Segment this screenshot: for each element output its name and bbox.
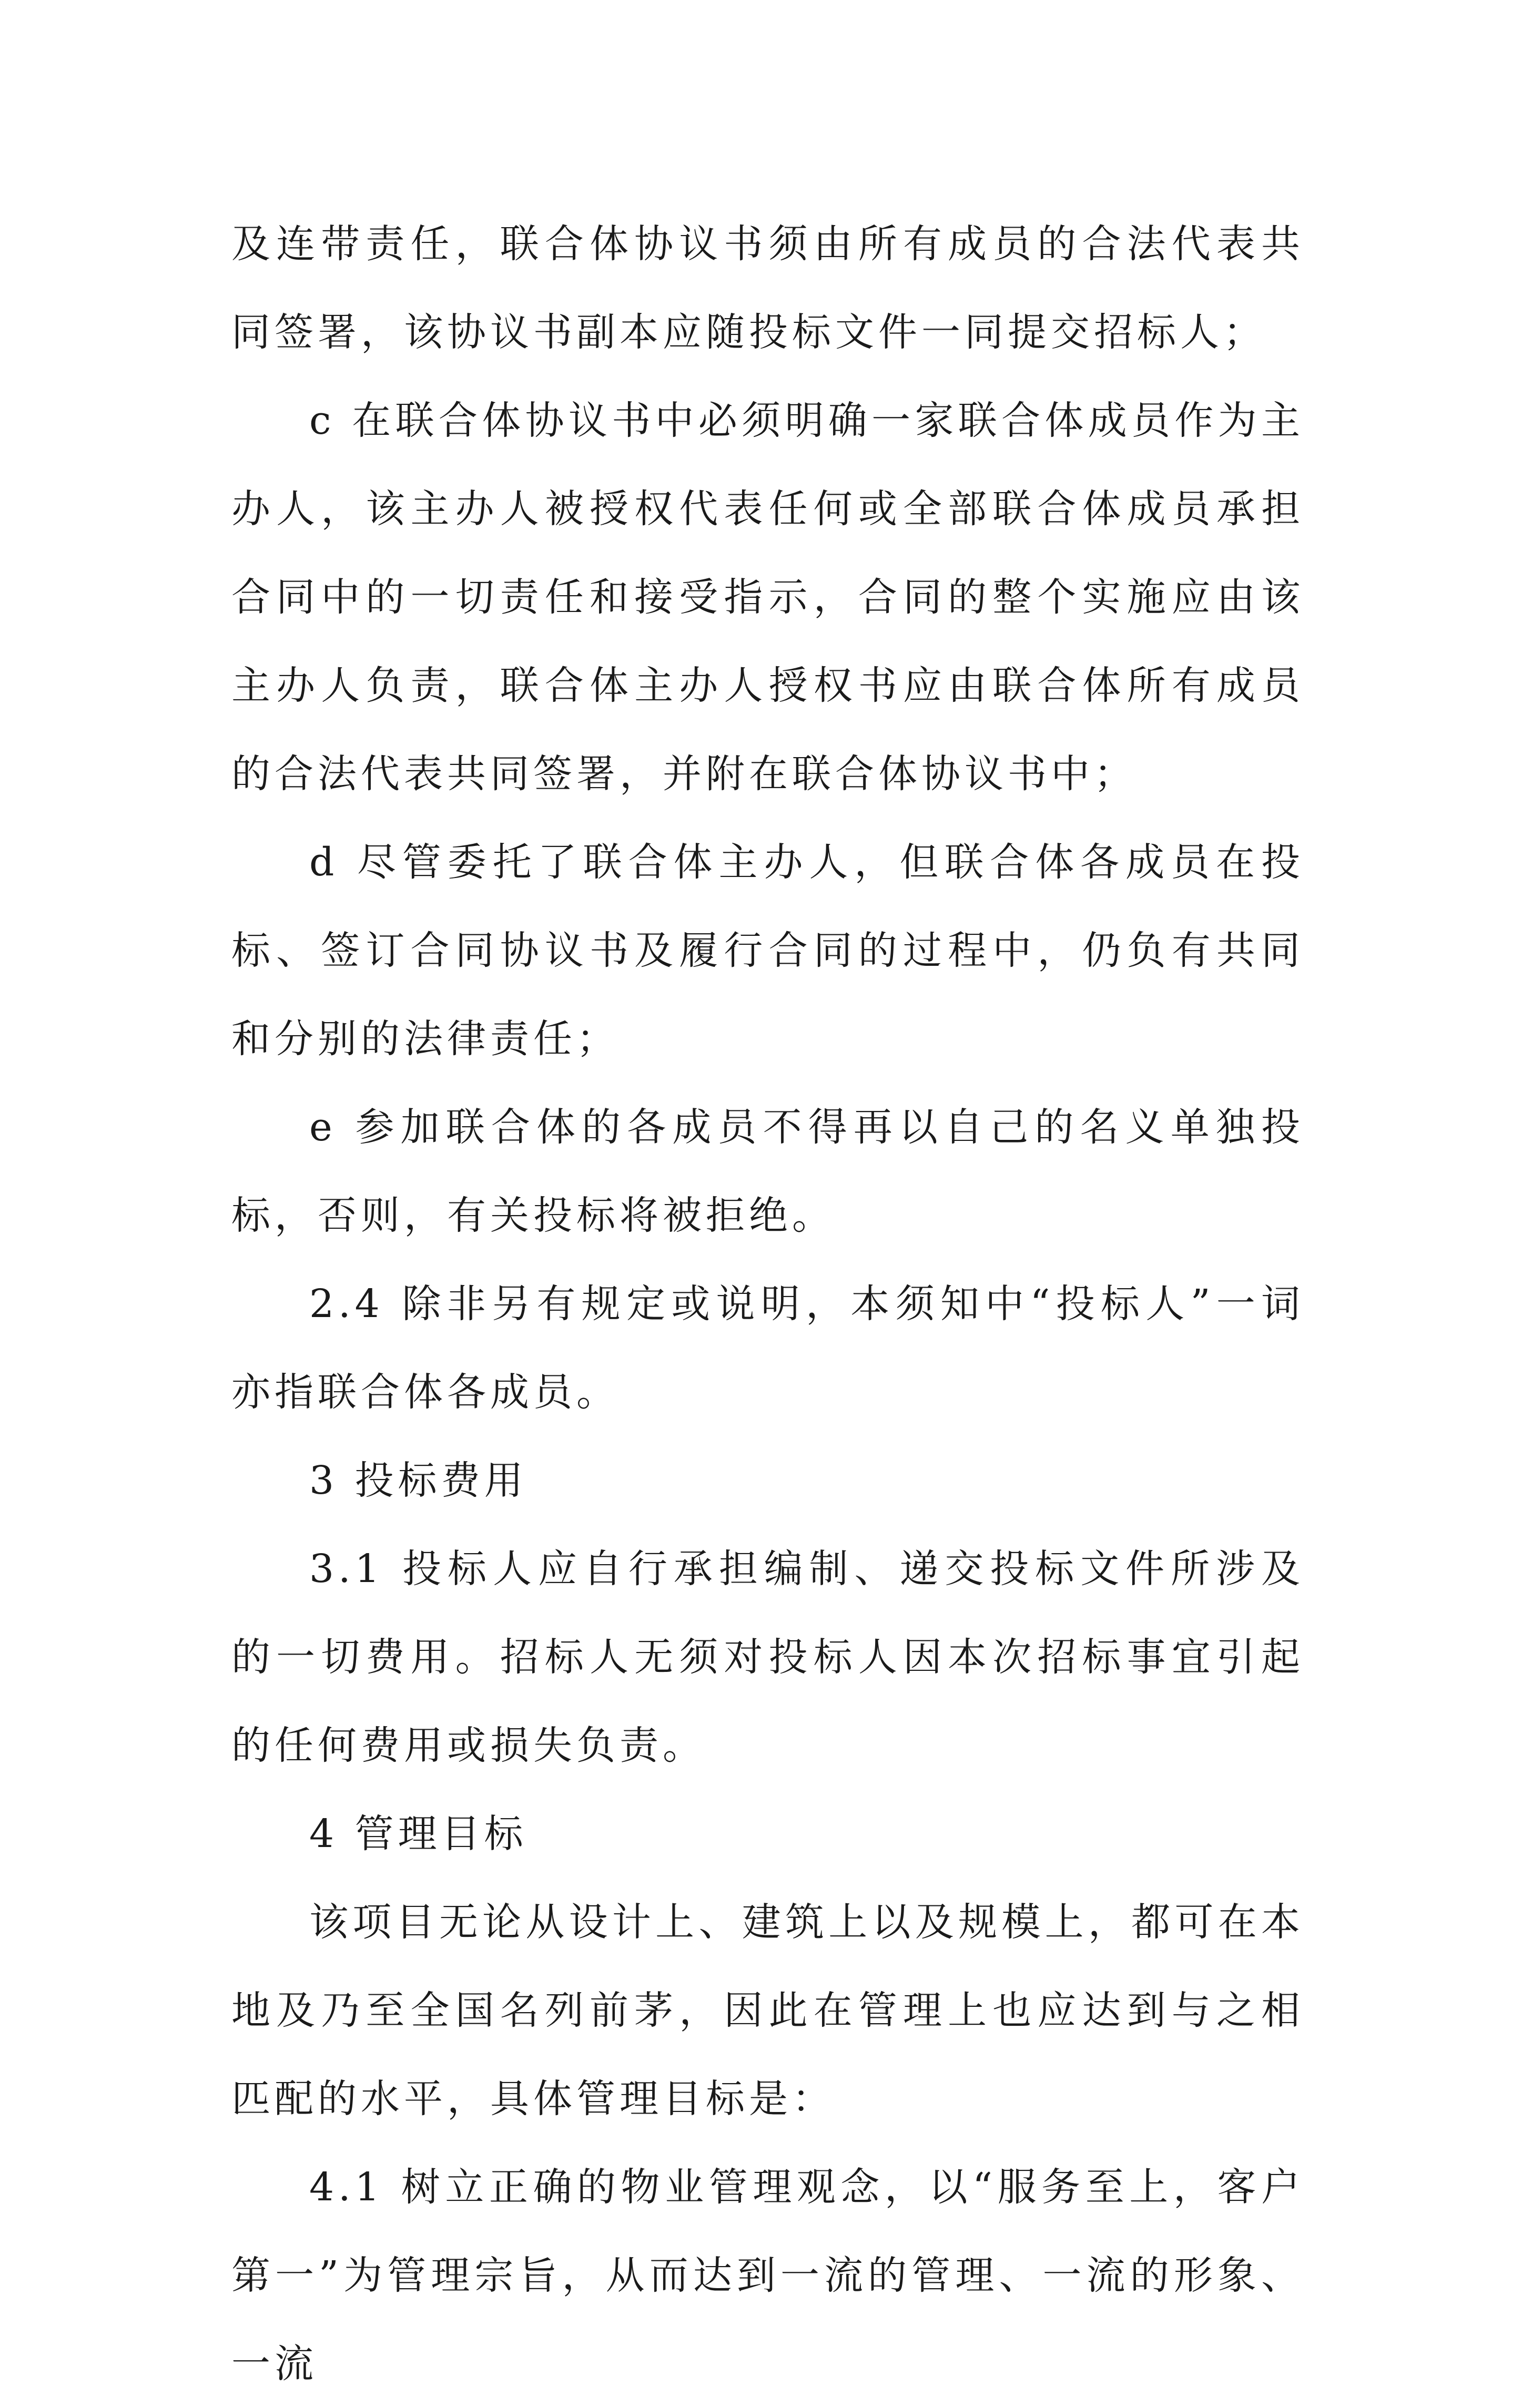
paragraph-management-intro: 该项目无论从设计上、建筑上以及规模上，都可在本地及乃至全国名列前茅，因此在管理上也应达到与之相匹配的水平，具体管理目标是：	[231, 1900, 1304, 2121]
section-heading-4: 4 管理目标	[309, 1811, 527, 1856]
body-text	[231, 200, 1304, 2408]
paragraph-item-d: d 尽管委托了联合体主办人，但联合体各成员在投标、签订合同协议书及履行合同的过程中，仍负有共同和分别的法律责任；	[231, 840, 1304, 1062]
paragraph-item-e: e 参加联合体的各成员不得再以自己的名义单独投标，否则，有关投标将被拒绝。	[231, 1105, 1304, 1238]
paragraph-2-4: 2.4 除非另有规定或说明，本须知中“投标人”一词亦指联合体各成员。	[231, 1281, 1304, 1415]
paragraph-item-c: c 在联合体协议书中必须明确一家联合体成员作为主办人，该主办人被授权代表任何或全部联合体成员承担合同中的一切责任和接受指示，合同的整个实施应由该主办人负责，联合体主办人授权书应由联合体所有成员的合法代表共同签署，并附在联合体协议书中；	[231, 398, 1304, 797]
paragraph-3-1: 3.1 投标人应自行承担编制、递交投标文件所涉及的一切费用。招标人无须对投标人因本次招标事宜引起的任何费用或损失负责。	[231, 1546, 1304, 1768]
paragraph-4-1: 4.1 树立正确的物业管理观念，以“服务至上，客户第一”为管理宗旨，从而达到一流的管理、一流的形象、一流	[231, 2165, 1304, 2386]
section-heading-3: 3 投标费用	[309, 1458, 527, 1503]
paragraph-continuation: 及连带责任，联合体协议书须由所有成员的合法代表共同签署，该协议书副本应随投标文件一同提交招标人；	[231, 221, 1304, 355]
